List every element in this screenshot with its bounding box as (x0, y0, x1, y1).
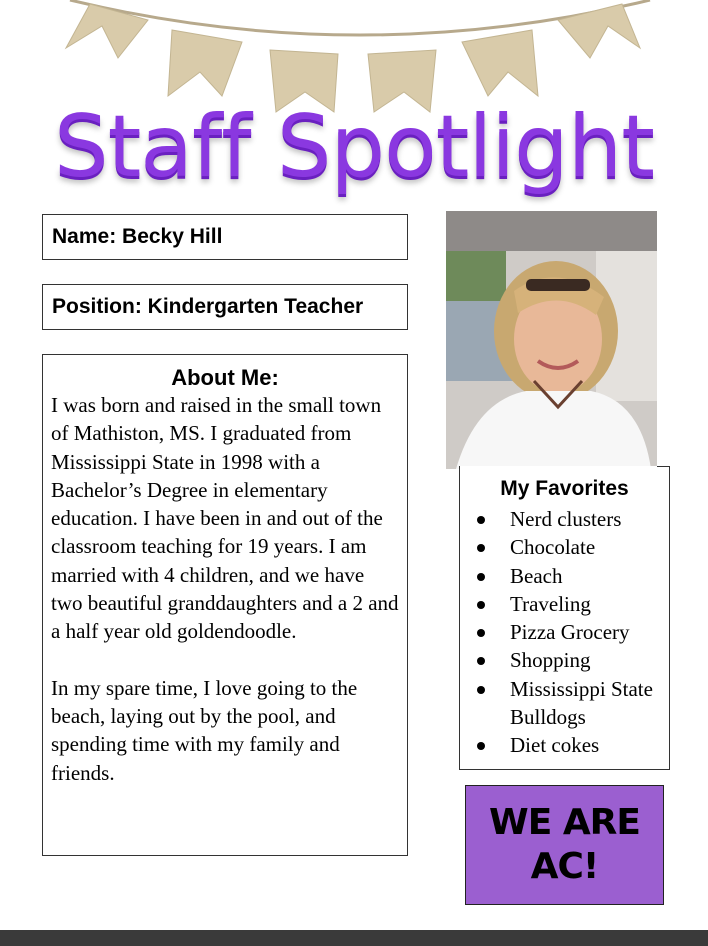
favorites-box (459, 466, 670, 770)
page-title: Staff Spotlight (53, 97, 655, 197)
about-body (43, 391, 407, 787)
favorite-item: Diet cokes (460, 731, 669, 759)
favorite-item: Chocolate (460, 533, 669, 561)
badge-line-2: AC! (530, 846, 599, 887)
badge-line-1: WE ARE (488, 802, 640, 843)
favorites-heading: My Favorites (500, 477, 629, 500)
name-label: Name: Becky Hill (52, 225, 223, 248)
favorites-box-top-edge (657, 466, 670, 467)
position-label: Position: Kindergarten Teacher (52, 295, 364, 318)
position-box (42, 284, 408, 330)
favorites-list (460, 505, 669, 760)
about-paragraph-1: I was born and raised in the small town of Mathiston, MS. I graduated from Mississippi State in 1998 with a Bachelor’s Degree in elementary education. I have been in and out of the classroom teaching for 19 years. I am married with 4 children, and we have two beautiful granddaughters and a 2 and a half year old goldendoodle. (51, 393, 399, 644)
portrait-photo (446, 211, 657, 469)
about-paragraph-2: In my spare time, I love going to the beach, laying out by the pool, and spending time with my family and friends. (51, 675, 358, 785)
favorite-item: Nerd clusters (460, 505, 669, 533)
page-bottom-bar (0, 930, 708, 946)
favorite-item: Pizza Grocery (460, 618, 669, 646)
favorite-item: Traveling (460, 590, 669, 618)
we-are-ac-badge (465, 785, 664, 905)
bunting-flag (558, 4, 640, 58)
bunting-flag (168, 30, 242, 96)
name-box (42, 214, 408, 260)
favorite-item: Beach (460, 562, 669, 590)
favorite-item: Shopping (460, 646, 669, 674)
about-me-box (42, 354, 408, 856)
favorite-item: Mississippi State Bulldogs (460, 675, 669, 732)
about-heading: About Me: (171, 365, 279, 390)
bunting-flag (462, 30, 538, 96)
bunting-flag (66, 4, 148, 58)
